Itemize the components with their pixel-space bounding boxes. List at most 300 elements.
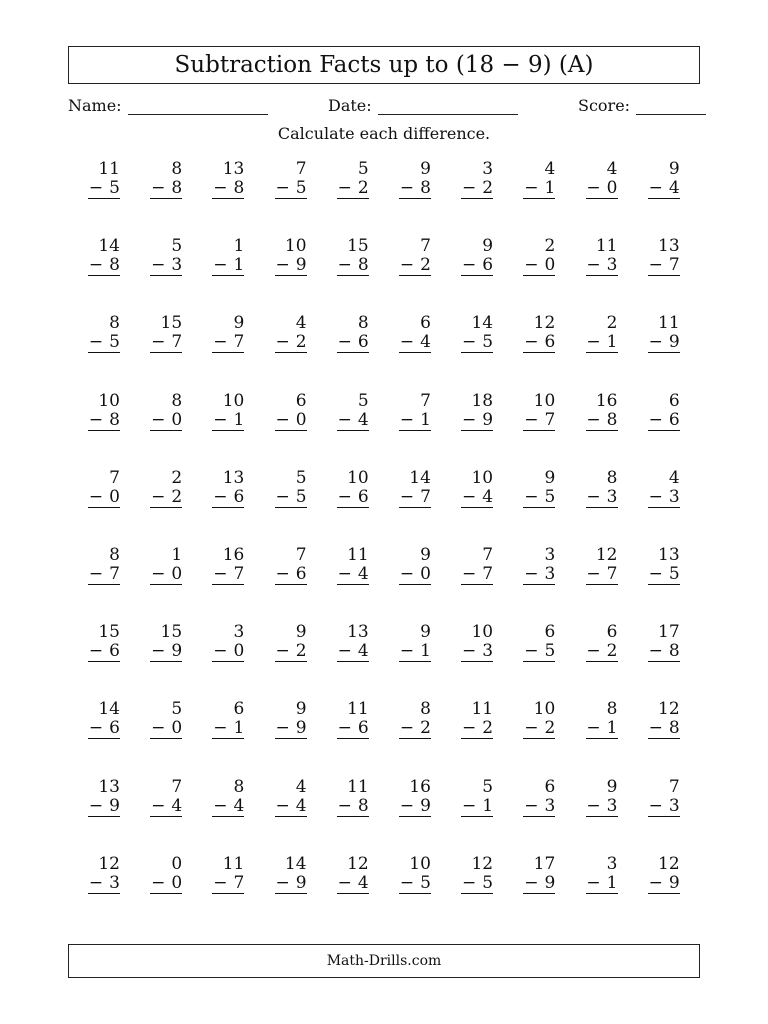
subtrahend-value: 8 — [109, 255, 120, 276]
minus-sign: − — [462, 332, 477, 353]
problem-4-8 — [523, 392, 555, 469]
minus-sign: − — [337, 718, 352, 739]
subtrahend-value: 2 — [171, 486, 183, 507]
subtrahend — [586, 797, 618, 817]
subtrahend-value: 2 — [482, 718, 494, 739]
minuend: 16 — [222, 544, 245, 565]
subtrahend-value: 6 — [357, 486, 369, 507]
problem-6-3 — [212, 546, 244, 623]
minus-sign: − — [213, 718, 228, 739]
subtrahend — [212, 411, 244, 431]
subtrahend-value: 1 — [606, 872, 618, 893]
subtrahend-value: 5 — [109, 178, 120, 198]
minus-sign: − — [648, 486, 663, 507]
minuend: 9 — [420, 544, 431, 565]
subtrahend-value: 7 — [233, 332, 245, 353]
problem-1-7 — [461, 160, 493, 237]
minuend: 9 — [482, 236, 494, 257]
subtrahend — [88, 719, 120, 739]
minus-sign: − — [213, 332, 228, 353]
subtrahend — [461, 179, 493, 199]
minus-sign: − — [462, 641, 477, 662]
subtrahend-value: 7 — [482, 563, 494, 584]
problem-7-3 — [212, 623, 244, 700]
minus-sign: − — [275, 332, 290, 353]
minuend: 5 — [357, 390, 369, 411]
problem-2-5 — [337, 237, 369, 314]
minus-sign: − — [648, 641, 663, 662]
problem-3-5 — [337, 314, 369, 391]
subtrahend-value: 3 — [606, 255, 618, 276]
problem-8-6 — [399, 700, 431, 777]
minus-sign: − — [275, 563, 290, 584]
minus-sign: − — [337, 795, 352, 816]
problem-2-1 — [88, 237, 120, 314]
minuend: 17 — [533, 853, 556, 874]
minus-sign: − — [399, 486, 415, 507]
minus-sign: − — [648, 255, 663, 276]
problem-7-7 — [461, 623, 493, 700]
minuend: 13 — [98, 776, 120, 797]
problem-1-3 — [212, 160, 244, 237]
subtrahend-value: 9 — [295, 255, 307, 276]
problem-9-6 — [399, 778, 431, 855]
subtrahend — [275, 411, 307, 431]
minuend: 5 — [295, 467, 307, 488]
subtrahend — [461, 488, 493, 508]
minuend: 13 — [347, 622, 369, 643]
problem-7-6 — [399, 623, 431, 700]
minus-sign: − — [648, 795, 663, 816]
problem-8-2 — [150, 700, 182, 777]
minuend: 8 — [420, 699, 431, 720]
minuend: 11 — [347, 699, 369, 720]
minus-sign: − — [462, 486, 477, 507]
subtrahend-value: 1 — [544, 178, 556, 198]
subtrahend — [523, 719, 555, 739]
minuend: 7 — [295, 544, 307, 565]
minuend: 7 — [295, 159, 307, 179]
minuend: 18 — [471, 390, 494, 411]
subtrahend-value: 6 — [357, 332, 369, 353]
subtrahend-value: 7 — [420, 486, 431, 507]
subtrahend — [150, 565, 182, 585]
minuend: 4 — [295, 776, 307, 797]
minus-sign: − — [524, 795, 539, 816]
problem-6-2 — [150, 546, 182, 623]
subtrahend — [648, 797, 680, 817]
problem-9-2 — [150, 778, 182, 855]
subtrahend — [150, 333, 182, 353]
minuend: 14 — [471, 313, 494, 334]
problem-6-9 — [586, 546, 618, 623]
subtrahend-value: 8 — [420, 178, 431, 198]
problem-8-4 — [275, 700, 307, 777]
problem-10-8 — [523, 855, 555, 932]
problem-1-6 — [399, 160, 431, 237]
subtrahend-value: 0 — [606, 178, 618, 198]
minus-sign: − — [213, 409, 228, 430]
minuend: 8 — [109, 544, 120, 565]
subtrahend — [275, 797, 307, 817]
subtrahend-value: 0 — [171, 563, 183, 584]
minus-sign: − — [462, 795, 477, 816]
problem-3-10 — [648, 314, 680, 391]
minus-sign: − — [524, 409, 539, 430]
minus-sign: − — [399, 255, 415, 276]
minuend: 8 — [171, 390, 183, 411]
subtrahend — [88, 874, 120, 894]
subtrahend-value: 9 — [482, 409, 494, 430]
minus-sign: − — [399, 795, 415, 816]
subtrahend-value: 6 — [233, 486, 245, 507]
problem-4-9 — [586, 392, 618, 469]
problem-10-6 — [399, 855, 431, 932]
subtrahend-value: 4 — [171, 795, 183, 816]
minuend: 12 — [347, 853, 369, 874]
subtrahend-value: 6 — [544, 332, 556, 353]
problem-6-1 — [88, 546, 120, 623]
problem-2-3 — [212, 237, 244, 314]
subtrahend-value: 1 — [233, 718, 245, 739]
subtrahend — [337, 797, 369, 817]
problem-4-4 — [275, 392, 307, 469]
minus-sign: − — [337, 872, 352, 893]
minuend: 1 — [233, 236, 245, 257]
subtrahend — [523, 874, 555, 894]
subtrahend — [88, 797, 120, 817]
problem-4-7 — [461, 392, 493, 469]
minus-sign: − — [337, 641, 352, 662]
minus-sign: − — [275, 178, 290, 198]
name-label: Name: — [68, 96, 122, 115]
subtrahend-value: 3 — [482, 641, 494, 662]
minus-sign: − — [586, 332, 601, 353]
minuend: 12 — [658, 699, 680, 720]
problem-2-7 — [461, 237, 493, 314]
subtrahend — [337, 411, 369, 431]
minuend: 15 — [347, 236, 369, 257]
minuend: 8 — [606, 699, 618, 720]
subtrahend — [586, 411, 618, 431]
problem-5-1 — [88, 469, 120, 546]
minus-sign: − — [586, 255, 601, 276]
subtrahend — [88, 642, 120, 662]
subtrahend-value: 9 — [544, 872, 556, 893]
subtrahend-value: 4 — [357, 409, 369, 430]
subtrahend — [212, 565, 244, 585]
minuend: 12 — [658, 853, 680, 874]
problem-6-10 — [648, 546, 680, 623]
subtrahend-value: 7 — [233, 563, 245, 584]
subtrahend — [399, 256, 431, 276]
minuend: 11 — [347, 544, 369, 565]
subtrahend-value: 0 — [109, 486, 120, 507]
minus-sign: − — [88, 563, 104, 584]
problem-5-10 — [648, 469, 680, 546]
subtrahend-value: 8 — [357, 255, 369, 276]
subtrahend-value: 7 — [171, 332, 183, 353]
minuend: 6 — [233, 699, 245, 720]
subtrahend — [150, 719, 182, 739]
minus-sign: − — [399, 718, 415, 739]
minuend: 13 — [658, 236, 680, 257]
subtrahend — [586, 642, 618, 662]
subtrahend-value: 8 — [606, 409, 618, 430]
minus-sign: − — [213, 486, 228, 507]
subtrahend-value: 8 — [171, 178, 183, 198]
minus-sign: − — [399, 641, 415, 662]
minuend: 6 — [668, 390, 680, 411]
problem-10-4 — [275, 855, 307, 932]
problem-1-2 — [150, 160, 182, 237]
name-blank-line[interactable] — [128, 92, 268, 115]
problem-8-9 — [586, 700, 618, 777]
minuend: 6 — [544, 776, 556, 797]
subtrahend — [461, 797, 493, 817]
subtrahend — [337, 642, 369, 662]
subtrahend-value: 9 — [668, 872, 680, 893]
subtrahend-value: 3 — [109, 872, 120, 893]
minuend: 0 — [171, 853, 183, 874]
minus-sign: − — [586, 486, 601, 507]
subtrahend — [461, 719, 493, 739]
minuend: 9 — [420, 159, 431, 179]
problem-5-4 — [275, 469, 307, 546]
minus-sign: − — [524, 332, 539, 353]
minuend: 13 — [222, 467, 245, 488]
minus-sign: − — [275, 641, 290, 662]
minus-sign: − — [213, 178, 228, 198]
subtrahend — [461, 333, 493, 353]
subtrahend-value: 4 — [357, 563, 369, 584]
minus-sign: − — [462, 255, 477, 276]
subtrahend — [337, 874, 369, 894]
subtrahend-value: 6 — [109, 641, 120, 662]
subtrahend-value: 9 — [668, 332, 680, 353]
problem-2-2 — [150, 237, 182, 314]
subtrahend — [399, 642, 431, 662]
subtrahend — [212, 874, 244, 894]
minuend: 7 — [668, 776, 680, 797]
subtrahend-value: 1 — [606, 718, 618, 739]
subtrahend — [461, 642, 493, 662]
minus-sign: − — [337, 255, 352, 276]
problem-2-9 — [586, 237, 618, 314]
subtrahend — [212, 719, 244, 739]
minuend: 10 — [284, 236, 307, 257]
problem-5-6 — [399, 469, 431, 546]
minus-sign: − — [586, 409, 601, 430]
minuend: 16 — [409, 776, 431, 797]
problem-1-1 — [88, 160, 120, 237]
minus-sign: − — [462, 409, 477, 430]
minuend: 7 — [171, 776, 183, 797]
problem-3-2 — [150, 314, 182, 391]
minus-sign: − — [524, 563, 539, 584]
minus-sign: − — [399, 178, 415, 198]
minuend: 5 — [171, 236, 183, 257]
subtrahend-value: 6 — [668, 409, 680, 430]
problem-4-5 — [337, 392, 369, 469]
subtrahend — [523, 565, 555, 585]
minuend: 10 — [98, 390, 120, 411]
problem-9-8 — [523, 778, 555, 855]
minus-sign: − — [151, 486, 166, 507]
minuend: 14 — [98, 699, 120, 720]
subtrahend-value: 0 — [233, 641, 245, 662]
subtrahend — [648, 565, 680, 585]
subtrahend — [523, 797, 555, 817]
subtrahend — [275, 642, 307, 662]
subtrahend — [586, 565, 618, 585]
minuend: 9 — [668, 159, 680, 179]
minus-sign: − — [586, 178, 601, 198]
subtrahend-value: 6 — [357, 718, 369, 739]
subtrahend — [337, 719, 369, 739]
problem-4-2 — [150, 392, 182, 469]
minus-sign: − — [337, 332, 352, 353]
subtrahend-value: 0 — [171, 872, 183, 893]
minus-sign: − — [88, 641, 104, 662]
subtrahend — [461, 411, 493, 431]
subtrahend-value: 4 — [357, 872, 369, 893]
minus-sign: − — [88, 255, 104, 276]
score-blank-line[interactable] — [636, 92, 706, 115]
minus-sign: − — [648, 178, 663, 198]
minuend: 7 — [420, 390, 431, 411]
minuend: 3 — [606, 853, 618, 874]
minus-sign: − — [524, 255, 539, 276]
minus-sign: − — [337, 409, 352, 430]
subtrahend — [88, 565, 120, 585]
minus-sign: − — [462, 178, 477, 198]
problem-1-5 — [337, 160, 369, 237]
minuend: 2 — [544, 236, 556, 257]
subtrahend-value: 5 — [295, 486, 307, 507]
minuend: 11 — [98, 159, 120, 179]
minus-sign: − — [88, 718, 104, 739]
problem-1-4 — [275, 160, 307, 237]
date-blank-line[interactable] — [378, 92, 518, 115]
subtrahend-value: 4 — [420, 332, 431, 353]
subtrahend — [150, 256, 182, 276]
minuend: 4 — [295, 313, 307, 334]
subtrahend-value: 1 — [420, 641, 431, 662]
minuend: 14 — [98, 236, 120, 257]
minus-sign: − — [275, 409, 290, 430]
subtrahend — [88, 179, 120, 199]
problem-9-3 — [212, 778, 244, 855]
minus-sign: − — [462, 872, 477, 893]
subtrahend — [150, 179, 182, 199]
minus-sign: − — [648, 332, 663, 353]
problem-5-2 — [150, 469, 182, 546]
date-field — [328, 92, 518, 115]
subtrahend — [275, 719, 307, 739]
subtrahend-value: 3 — [606, 795, 618, 816]
minus-sign: − — [275, 872, 290, 893]
minuend: 13 — [658, 544, 680, 565]
subtrahend — [648, 411, 680, 431]
minuend: 8 — [109, 313, 120, 334]
score-label: Score: — [578, 96, 631, 115]
subtrahend-value: 6 — [482, 255, 494, 276]
minus-sign: − — [586, 795, 601, 816]
minus-sign: − — [151, 178, 166, 198]
minuend: 10 — [533, 390, 556, 411]
minus-sign: − — [275, 255, 290, 276]
subtrahend-value: 2 — [482, 178, 494, 198]
problem-1-9 — [586, 160, 618, 237]
minus-sign: − — [151, 563, 166, 584]
subtrahend-value: 4 — [668, 178, 680, 198]
minus-sign: − — [399, 872, 415, 893]
problem-4-3 — [212, 392, 244, 469]
subtrahend — [212, 256, 244, 276]
problem-10-10 — [648, 855, 680, 932]
minus-sign: − — [399, 563, 415, 584]
minus-sign: − — [524, 872, 539, 893]
minuend: 10 — [471, 622, 494, 643]
subtrahend — [461, 256, 493, 276]
problem-8-3 — [212, 700, 244, 777]
subtrahend — [88, 488, 120, 508]
minuend: 3 — [233, 622, 245, 643]
problem-3-1 — [88, 314, 120, 391]
subtrahend — [648, 642, 680, 662]
minus-sign: − — [213, 872, 228, 893]
subtrahend-value: 9 — [295, 718, 307, 739]
minus-sign: − — [213, 563, 228, 584]
problem-1-8 — [523, 160, 555, 237]
problem-9-9 — [586, 778, 618, 855]
minus-sign: − — [586, 563, 601, 584]
minus-sign: − — [275, 486, 290, 507]
problem-10-2 — [150, 855, 182, 932]
minuend: 12 — [595, 544, 618, 565]
subtrahend-value: 4 — [233, 795, 245, 816]
subtrahend — [150, 797, 182, 817]
subtrahend — [150, 411, 182, 431]
minus-sign: − — [648, 563, 663, 584]
subtrahend — [212, 488, 244, 508]
problem-2-6 — [399, 237, 431, 314]
minus-sign: − — [399, 409, 415, 430]
minus-sign: − — [524, 178, 539, 198]
problem-6-4 — [275, 546, 307, 623]
subtrahend-value: 8 — [668, 718, 680, 739]
subtrahend — [523, 333, 555, 353]
minuend: 6 — [544, 622, 556, 643]
problem-6-7 — [461, 546, 493, 623]
minuend: 9 — [233, 313, 245, 334]
subtrahend — [648, 719, 680, 739]
problem-3-6 — [399, 314, 431, 391]
problem-2-4 — [275, 237, 307, 314]
minuend: 9 — [295, 622, 307, 643]
minuend: 8 — [606, 467, 618, 488]
subtrahend-value: 0 — [420, 563, 431, 584]
subtrahend — [275, 256, 307, 276]
footer-box — [68, 944, 700, 978]
subtrahend-value: 6 — [109, 718, 120, 739]
subtrahend — [461, 565, 493, 585]
problem-10-7 — [461, 855, 493, 932]
subtrahend-value: 3 — [606, 486, 618, 507]
minuend: 14 — [284, 853, 307, 874]
problem-7-8 — [523, 623, 555, 700]
